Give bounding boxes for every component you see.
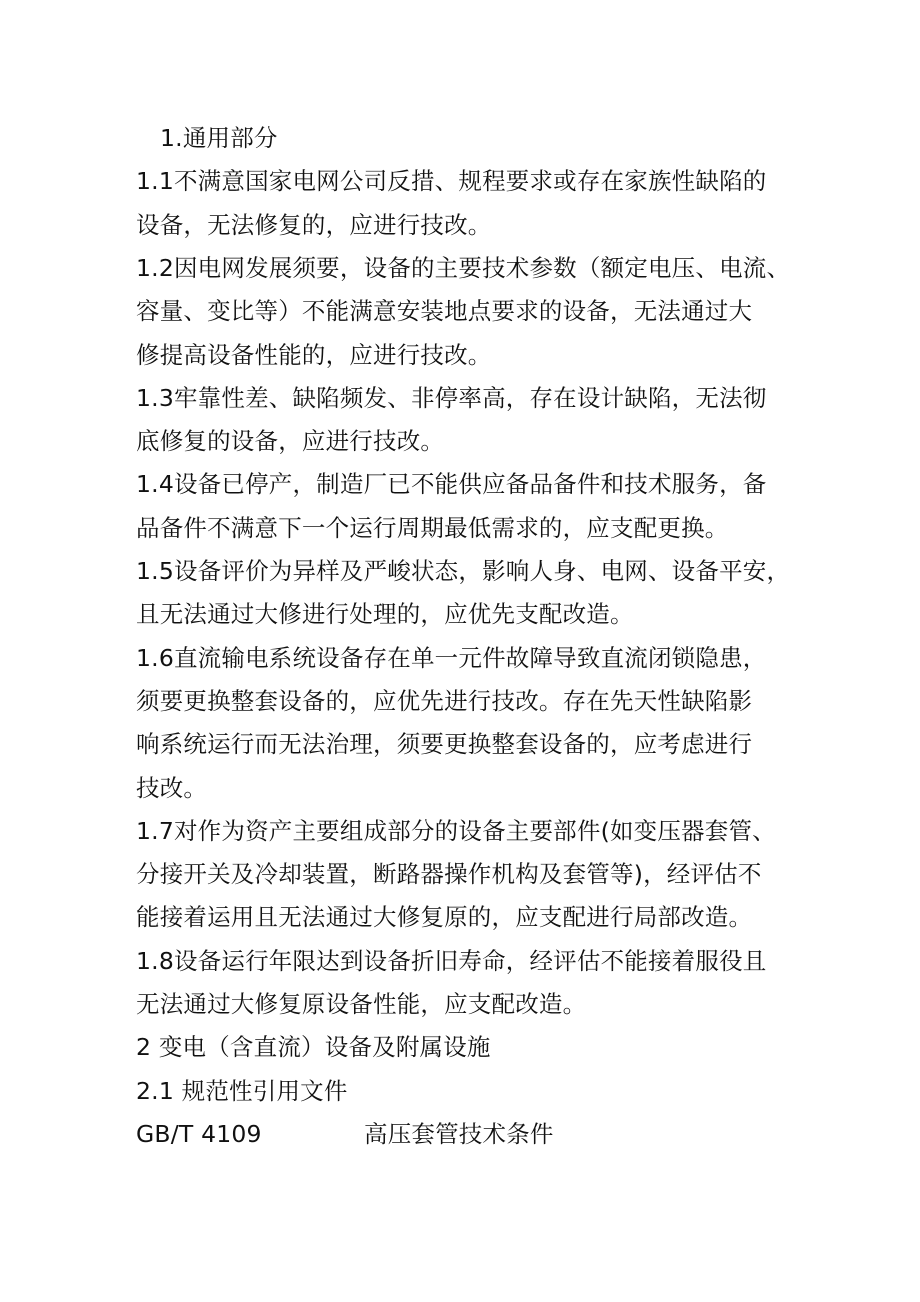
section-heading: 2 变电（含直流）设备及附属设施 (136, 1033, 491, 1062)
section-heading: 1.通用部分 (160, 124, 278, 152)
text-line: 1.1不满意国家电网公司反措、规程要求或存在家族性缺陷的 (136, 167, 767, 196)
standard-code: GB/T 4109 (136, 1120, 262, 1148)
text-line: 须要更换整套设备的，应优先进行技改。存在先天性缺陷影 (136, 686, 753, 715)
section-heading: 2.1 规范性引用文件 (136, 1076, 348, 1105)
text-line: 品备件不满意下一个运行周期最低需求的，应支配更换。 (136, 513, 729, 542)
text-line: 1.3牢靠性差、缺陷频发、非停率高，存在设计缺陷，无法彻 (136, 383, 767, 412)
text-line: 1.8设备运行年限达到设备折旧寿命，经评估不能接着服役且 (136, 946, 767, 975)
text-line: 容量、变比等）不能满意安装地点要求的设备，无法通过大 (136, 297, 753, 326)
text-line: 1.4设备已停产，制造厂已不能供应备品备件和技术服务，备 (136, 470, 767, 499)
standard-title: 高压套管技术条件 (364, 1120, 554, 1148)
text-line: 1.6直流输电系统设备存在单一元件故障导致直流闭锁隐患， (136, 643, 767, 672)
text-line: 1.5设备评价为异样及严峻状态，影响人身、电网、设备平安， (136, 557, 791, 585)
text-line: 且无法通过大修进行处理的，应优先支配改造。 (136, 600, 634, 629)
text-line: 1.2因电网发展须要，设备的主要技术参数（额定电压、电流、 (136, 253, 791, 282)
text-line: 分接开关及冷却装置，断路器操作机构及套管等)，经评估不 (136, 860, 762, 889)
text-line: 底修复的设备，应进行技改。 (136, 427, 445, 456)
text-line: 1.7对作为资产主要组成部分的设备主要部件(如变压器套管、 (136, 816, 776, 845)
text-line: 无法通过大修复原设备性能，应支配改造。 (136, 990, 587, 1018)
text-line: 响系统运行而无法治理，须要更换整套设备的，应考虑进行 (136, 730, 753, 759)
text-line: 技改。 (136, 773, 208, 802)
text-line: 修提高设备性能的，应进行技改。 (136, 340, 492, 369)
text-line: 能接着运用且无法通过大修复原的，应支配进行局部改造。 (136, 903, 753, 932)
text-line: 设备，无法修复的，应进行技改。 (136, 210, 492, 239)
